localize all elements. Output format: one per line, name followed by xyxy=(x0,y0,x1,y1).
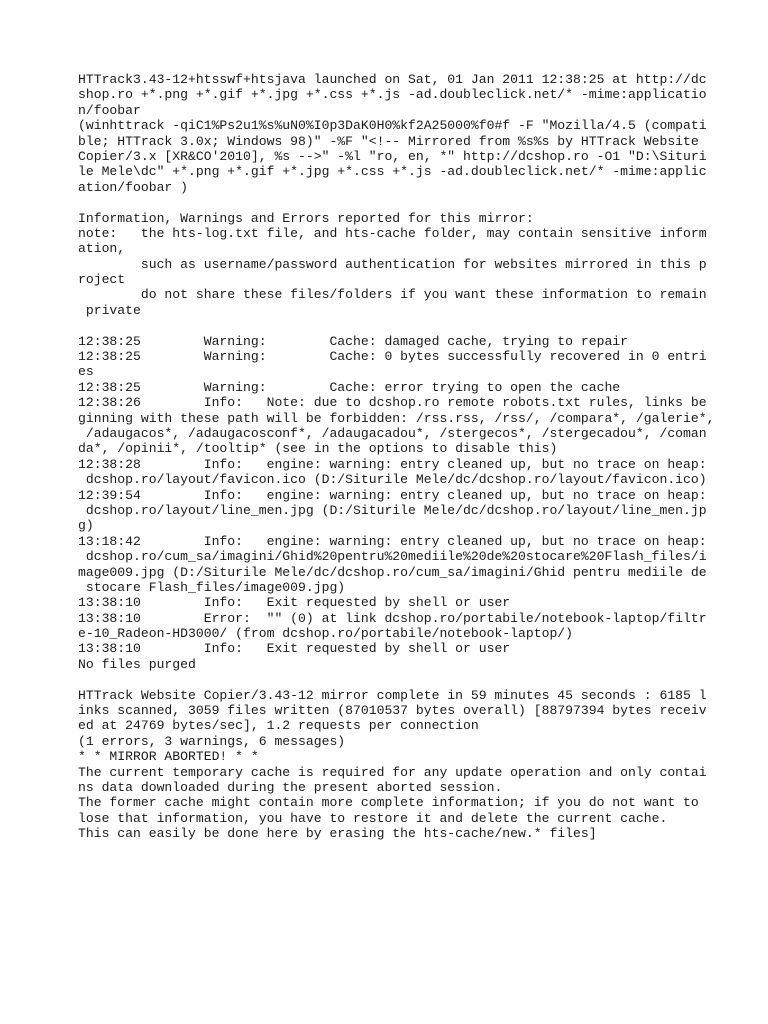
log-line: The former cache might contain more complete information; if you do not want to xyxy=(78,795,699,811)
blank-line xyxy=(78,672,718,687)
log-line: 12:38:26 Info: Note: due to dcshop.ro remote robots.txt rules, links be xyxy=(78,395,707,411)
log-line: No files purged xyxy=(78,656,196,672)
log-line: (winhttrack -qiC1%Ps2u1%s%uN0%I0p3DaK0H0%kf2A25000%f0#f -F "Mozilla/4.5 (compati xyxy=(78,118,707,134)
log-line: 12:38:25 Warning: Cache: 0 bytes successfully recovered in 0 entri xyxy=(78,349,707,365)
log-line: such as username/password authentication for websites mirrored in this p xyxy=(78,256,707,272)
log-line: ginning with these path will be forbidden: /rss.rss, /rss/, /compara*, /galerie*, xyxy=(78,410,715,426)
log-line: roject xyxy=(78,272,126,288)
log-line: dcshop.ro/layout/line_men.jpg (D:/Siturile Mele/dc/dcshop.ro/layout/line_men.jp xyxy=(78,502,707,518)
blank-line xyxy=(78,195,718,210)
log-line: private xyxy=(78,302,141,318)
log-line: 12:39:54 Info: engine: warning: entry cleaned up, but no trace on heap: xyxy=(78,487,707,503)
blank-line xyxy=(78,318,718,333)
log-line: note: the hts-log.txt file, and hts-cache folder, may contain sensitive inform xyxy=(78,225,707,241)
log-line: Copier/3.x [XR&CO'2010], %s -->" -%l "ro, en, *" http://dcshop.ro -O1 "D:\Situri xyxy=(78,148,707,164)
log-line: ble; HTTrack 3.0x; Windows 98)" -%F "<!-- Mirrored from %s%s by HTTrack Website xyxy=(78,133,699,149)
log-line: The current temporary cache is required for any update operation and only contai xyxy=(78,764,707,780)
log-line: ed at 24769 bytes/sec], 1.2 requests per connection xyxy=(78,718,479,734)
log-line: Information, Warnings and Errors reported for this mirror: xyxy=(78,210,534,226)
log-line: dcshop.ro/cum_sa/imagini/Ghid%20pentru%20mediile%20de%20stocare%20Flash_files/i xyxy=(78,549,707,565)
log-line: This can easily be done here by erasing the hts-cache/new.* files] xyxy=(78,826,597,842)
log-line: stocare Flash_files/image009.jpg) xyxy=(78,579,346,595)
log-line: 13:38:10 Info: Exit requested by shell or user xyxy=(78,641,511,657)
log-line: 13:18:42 Info: engine: warning: entry cleaned up, but no trace on heap: xyxy=(78,533,707,549)
log-line: shop.ro +*.png +*.gif +*.jpg +*.css +*.js -ad.doubleclick.net/* -mime:applicatio xyxy=(78,87,707,103)
log-line: g) xyxy=(78,518,94,534)
log-line: n/foobar xyxy=(78,102,141,118)
log-document xyxy=(78,72,718,842)
log-line: ation/foobar ) xyxy=(78,179,189,195)
log-line: ns data downloaded during the present aborted session. xyxy=(78,779,503,795)
log-line: lose that information, you have to restore it and delete the current cache. xyxy=(78,810,668,826)
log-line: ation, xyxy=(78,241,126,257)
log-line: dcshop.ro/layout/favicon.ico (D:/Siturile Mele/dc/dcshop.ro/layout/favicon.ico) xyxy=(78,472,707,488)
log-line: (1 errors, 3 warnings, 6 messages) xyxy=(78,733,346,749)
log-line: /adaugacos*, /adaugacosconf*, /adaugacadou*, /stergecos*, /stergecadou*, /coman xyxy=(78,425,707,441)
log-line: HTTrack Website Copier/3.43-12 mirror complete in 59 minutes 45 seconds : 6185 l xyxy=(78,687,707,703)
log-line: HTTrack3.43-12+htsswf+htsjava launched on Sat, 01 Jan 2011 12:38:25 at http://dc xyxy=(78,72,707,87)
log-line: 13:38:10 Info: Exit requested by shell or user xyxy=(78,595,511,611)
log-line: es xyxy=(78,364,94,380)
log-line: e-10_Radeon-HD3000/ (from dcshop.ro/portabile/notebook-laptop/) xyxy=(78,626,574,642)
log-line: mage009.jpg (D:/Siturile Mele/dc/dcshop.ro/cum_sa/imagini/Ghid pentru mediile de xyxy=(78,564,707,580)
log-line: inks scanned, 3059 files written (87010537 bytes overall) [88797394 bytes receiv xyxy=(78,703,707,719)
log-line: * * MIRROR ABORTED! * * xyxy=(78,749,259,765)
log-line: da*, /opinii*, /tooltip* (see in the options to disable this) xyxy=(78,441,558,457)
log-line: 13:38:10 Error: "" (0) at link dcshop.ro/portabile/notebook-laptop/filtr xyxy=(78,610,707,626)
log-line: 12:38:28 Info: engine: warning: entry cleaned up, but no trace on heap: xyxy=(78,456,707,472)
log-line: 12:38:25 Warning: Cache: damaged cache, trying to repair xyxy=(78,333,629,349)
log-line: le Mele\dc" +*.png +*.gif +*.jpg +*.css +*.js -ad.doubleclick.net/* -mime:applic xyxy=(78,164,707,180)
log-line: 12:38:25 Warning: Cache: error trying to open the cache xyxy=(78,379,621,395)
log-line: do not share these files/folders if you want these information to remain xyxy=(78,287,707,303)
